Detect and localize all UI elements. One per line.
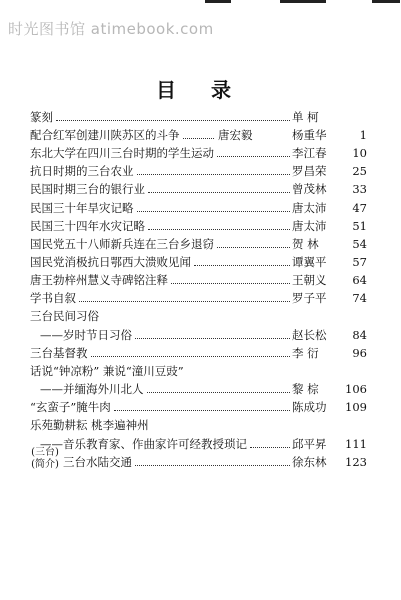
toc-entry-page: 54 [352,237,367,251]
toc-entry-author: 贺 林 [292,237,319,251]
toc-entry-title: 国民党五十八师新兵连在三台乡退窃 [30,237,214,251]
toc-entry-title: 学书自叙 [30,291,76,305]
side-label-line: (三台) [31,447,59,458]
toc-entry [30,326,365,344]
toc-entry [30,144,365,162]
toc-entry-page: 64 [352,273,367,287]
toc-entry-page: 33 [352,182,367,196]
toc-entry-title: 民国时期三台的银行业 [30,182,145,196]
toc-entry [30,380,365,398]
toc-entry-page: 51 [352,219,367,233]
side-label [31,447,59,471]
toc-entry-page: 10 [352,146,367,160]
toc-entry-page: 1 [359,128,367,142]
toc-entry-page: 96 [352,346,367,360]
dot-leader [147,391,291,393]
toc-entry-title: 东北大学在四川三台时期的学生运动 [30,146,214,160]
dot-leader [171,282,290,284]
dot-leader [79,300,290,302]
toc-entry-title: 话说“钟凉粉” 兼说“潼川豆豉” [30,364,184,378]
toc-entry-author: 李江春 [292,146,327,160]
toc-entry-title: 唐王勃梓州慧义寺碑铭注释 [30,273,168,287]
toc-entry [30,435,365,453]
toc-entry-title: “玄蛮子”腌牛肉 [30,400,111,414]
dot-leader [114,409,290,411]
toc-entry-author: 邱平昇 [292,437,327,451]
toc-entry-page: 84 [352,328,367,342]
toc-entry-page: 57 [352,255,367,269]
dot-leader [194,264,290,266]
page-title: 目 录 [156,78,245,102]
toc-entry [30,447,367,471]
toc-entry [30,271,365,289]
toc-entry-page: 74 [352,291,367,305]
toc-entry [30,289,365,307]
dot-leader [183,137,215,139]
toc-entry-author: 罗昌荣 [292,164,327,178]
toc-entry [30,398,365,416]
toc-entry [30,162,365,180]
toc-entry-author: 陈成功 [292,400,327,414]
toc-entry-title: ——并缅海外川北人 [40,382,144,396]
toc-entry [30,180,365,198]
toc-entry-title: 配合红军创建川陕苏区的斗争 [30,128,180,142]
dot-leader [135,337,290,339]
toc-entry [30,307,365,325]
toc-entry-author: 李 衍 [292,346,319,360]
toc-entry-page: 123 [345,455,367,469]
toc-entry-title: 乐苑勤耕耘 桃李遍神州 [30,418,149,432]
dot-leader [137,210,291,212]
toc-entry [30,253,365,271]
toc-entry-title: ——岁时节日习俗 [40,328,132,342]
dot-leader [148,228,290,230]
toc-entry-title: 篆刻 [30,110,53,124]
toc-entry-title: ——音乐教育家、作曲家许可经教授琐记 [40,437,247,451]
toc-entry [30,126,365,144]
toc-entry-author: 唐太沛 [292,201,327,215]
toc-entry-title: 民国三十年旱灾记略 [30,201,134,215]
toc-entry-author: 黎 棕 [292,382,319,396]
toc-entry [30,344,365,362]
toc-entry-coauthor: 唐宏毅 [218,128,253,142]
toc-entry-page: 111 [345,437,367,451]
top-edge-lines [0,0,401,6]
toc-entry-author: 杨重华 [292,128,327,142]
toc-entry-title: 三台基督教 [30,344,89,363]
toc-entry-title: 国民党消极抗日鄂西大溃败见闻 [30,255,191,269]
toc-entry [30,416,365,434]
toc-entry-page: 109 [345,400,367,414]
toc-entry-author: 徐东林 [292,455,327,469]
toc-entry-title: 三台水陆交通 [63,455,132,469]
toc-entry-author: 唐太沛 [292,219,327,233]
toc-entry-page: 25 [352,164,367,178]
dot-leader [217,246,290,248]
toc-entry [30,362,365,380]
toc-entry-page: 47 [352,201,367,215]
toc-entry-page: 106 [345,382,367,396]
toc-entry-author: 赵长松 [292,328,327,342]
toc-entry-author: 谭翼平 [292,255,327,269]
toc-entry [30,235,365,253]
side-label-line: (简介) [31,459,59,470]
toc-entry [30,199,365,217]
dot-leader [217,155,290,157]
toc-entry-title: 民国三十四年水灾记略 [30,219,145,233]
toc-entry-author: 曾茂林 [292,182,327,196]
toc-entry-author: 王朝义 [292,273,327,287]
toc-entry-title: 三台民间习俗 [30,309,99,323]
dot-leader [250,446,290,448]
dot-leader [137,173,291,175]
watermark: 时光图书馆 atimebook.com [8,20,214,38]
dot-leader [56,119,290,121]
dot-leader [148,191,290,193]
toc-entry-title: 抗日时期的三台农业 [30,164,134,178]
dot-leader [135,464,290,466]
toc-entry [30,108,365,126]
toc-entry-author: 单 柯 [292,110,319,124]
toc-entry [30,217,365,235]
dot-leader [91,355,291,357]
toc-entry-author: 罗子平 [292,291,327,305]
